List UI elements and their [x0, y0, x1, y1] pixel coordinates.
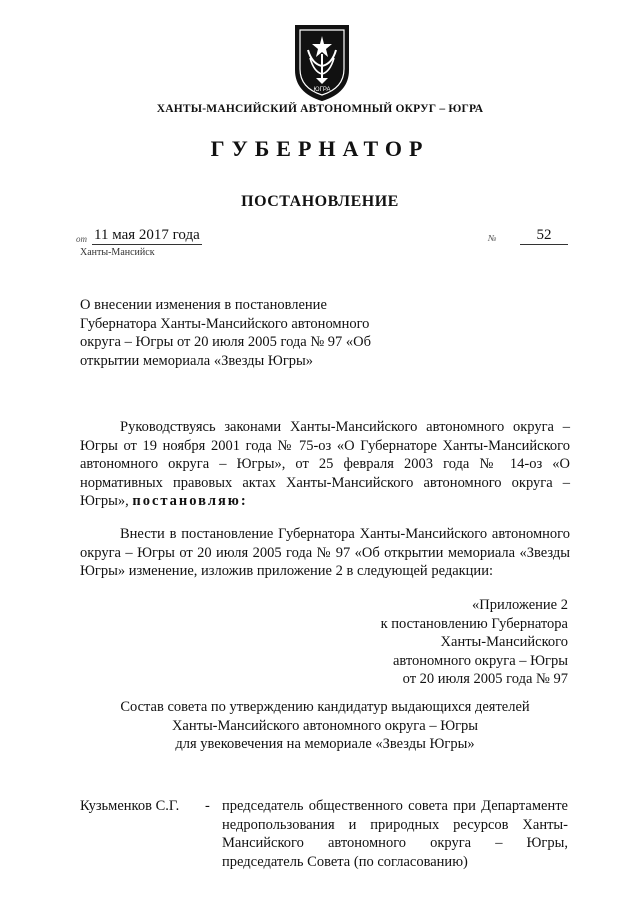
- composition-line: для увековечения на мемориале «Звезды Югры»: [175, 736, 475, 752]
- appendix-line: к постановлению Губернатора: [380, 615, 568, 632]
- appendix-line: «Приложение 2: [472, 597, 568, 613]
- appendix-line: от 20 июля 2005 года № 97: [402, 671, 568, 687]
- document-date: 11 мая 2017 года: [94, 227, 200, 243]
- city-name: Ханты-Мансийск: [80, 247, 155, 258]
- authority-title: ГУБЕРНАТОР: [210, 136, 430, 161]
- document-number: 52: [520, 227, 568, 245]
- document-subject: О внесении изменения в постановление Губернатора Ханты-Мансийского автономного округа – Югры от 20 июля 2005 года № 97 «Об открытии мемориала «Звезды Югры»: [80, 297, 372, 369]
- emblem-text: ЮГРА: [313, 87, 331, 93]
- member-dash: -: [205, 798, 210, 814]
- composition-line: Состав совета по утверждению кандидатур выдающихся деятелей: [120, 699, 530, 715]
- coat-of-arms-emblem: [290, 20, 354, 104]
- member-name: Кузьменков С.Г.: [80, 798, 180, 814]
- document-type: ПОСТАНОВЛЕНИЕ: [241, 193, 399, 210]
- appendix-line: Ханты-Мансийского: [440, 634, 568, 650]
- paragraph-legal-basis: [80, 418, 570, 511]
- appendix-line: автономного округа – Югры: [392, 652, 568, 669]
- composition-line: Ханты-Мансийского автономного округа – Югры: [171, 717, 479, 734]
- number-prefix: №: [488, 233, 497, 243]
- paragraph-amendment: Внести в постановление Губернатора Ханты-Мансийского автономного округа – Югры от 20 июля 2005 года № 97 «Об открытии мемориала «Звезды Югры» изменение, изложив приложение 2 в следующей редакции:: [80, 526, 570, 579]
- date-prefix: от: [76, 234, 87, 244]
- appendix-reference: [330, 596, 568, 689]
- member-role: председатель общественного совета при Департаменте недропользования и природных ресурсов Ханты-Мансийского автономного округа – Югры, председатель Совета (по согласованию): [222, 798, 568, 870]
- paragraph-legal-basis-text: Руководствуясь законами Ханты-Мансийского автономного округа – Югры от 19 ноября 2001 года № 75-оз «О Губернаторе Ханты-Мансийского автономного округа – Югры», от 25 февраля 2003 года № 14-оз «О нормативных правовых актах Ханты-Мансийского автономного округа – Югры»,: [80, 419, 570, 509]
- resolution-keyword: постановляю:: [132, 493, 248, 509]
- composition-title: [80, 698, 570, 754]
- region-title: ХАНТЫ-МАНСИЙСКИЙ АВТОНОМНЫЙ ОКРУГ – ЮГРА: [156, 103, 484, 115]
